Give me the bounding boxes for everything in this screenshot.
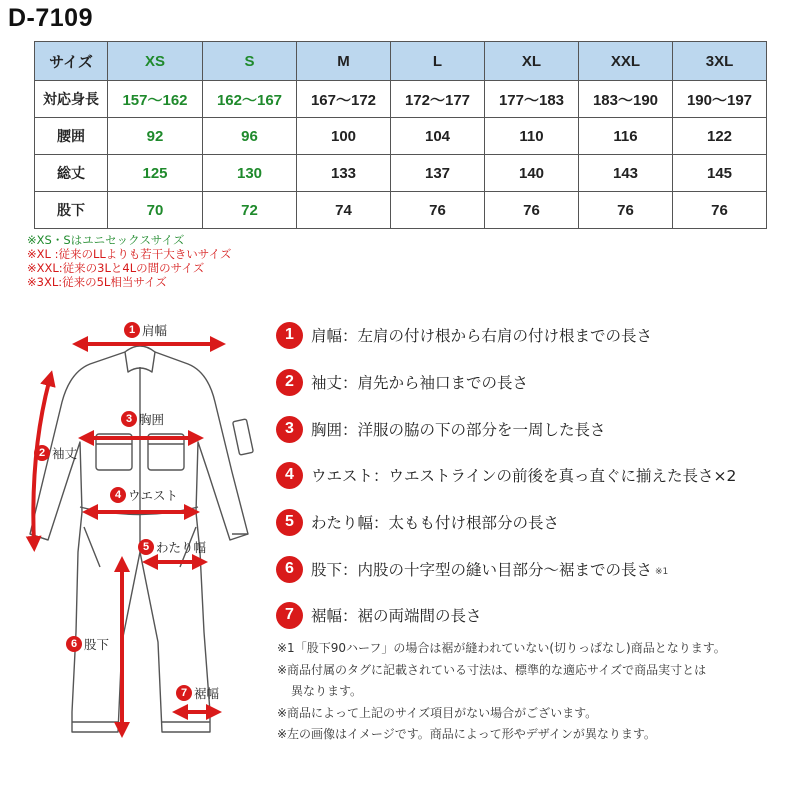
footnote: 異なります。 <box>291 684 363 698</box>
size-note: ※XS・Sはユニセックスサイズ <box>27 233 185 247</box>
table-cell: 133 <box>297 155 391 192</box>
table-cell: 76 <box>579 192 673 229</box>
legend-text: わたり幅：太もも付け根部分の長さ <box>311 514 560 532</box>
legend-number: 1 <box>276 322 303 349</box>
diagram-label-shoulder: 1 肩幅 <box>124 321 167 339</box>
legend-text: 袖丈：肩先から袖口までの長さ <box>311 374 529 392</box>
legend-item <box>276 460 736 490</box>
table-cell: 74 <box>297 192 391 229</box>
table-cell: 92 <box>108 118 203 155</box>
size-table <box>34 41 767 229</box>
table-cell: 177～183 <box>485 81 579 118</box>
header-cell: XS <box>108 42 203 81</box>
table-cell: 130 <box>203 155 297 192</box>
table-cell: 76 <box>673 192 767 229</box>
legend-number: 7 <box>276 602 303 629</box>
header-cell: 3XL <box>673 42 767 81</box>
legend-text: ウエスト：ウエストラインの前後を真っ直ぐに揃えた長さ×2 <box>311 467 737 485</box>
table-cell: 190～197 <box>673 81 767 118</box>
table-cell: 104 <box>391 118 485 155</box>
row-header: 対応身長 <box>35 81 108 118</box>
footnote: ※1「股下90ハーフ」の場合は裾が縫われていない(切りっぱなし)商品となります。 <box>277 641 726 655</box>
legend-number: 3 <box>276 416 303 443</box>
size-note: ※XXL:従来の3Lと4Lの間のサイズ <box>27 261 205 275</box>
table-cell: 100 <box>297 118 391 155</box>
header-cell: L <box>391 42 485 81</box>
legend-item <box>276 414 606 444</box>
table-cell: 72 <box>203 192 297 229</box>
header-cell: XL <box>485 42 579 81</box>
table-cell: 122 <box>673 118 767 155</box>
legend-text: 裾幅：裾の両端間の長さ <box>311 607 482 625</box>
diagram-label-thigh: 5 わたり幅 <box>138 538 206 556</box>
diagram-label-waist: 4 ウエスト <box>110 486 178 504</box>
legend-item <box>276 600 482 630</box>
footnote: ※左の画像はイメージです。商品によって形やデザインが異なります。 <box>277 727 656 741</box>
legend-item <box>276 320 652 350</box>
table-cell: 96 <box>203 118 297 155</box>
table-header-row <box>35 42 767 81</box>
size-notes <box>27 233 231 289</box>
header-cell: M <box>297 42 391 81</box>
header-cell: S <box>203 42 297 81</box>
diagram-label-sleeve: 2 袖丈 <box>34 444 77 462</box>
table-cell: 76 <box>391 192 485 229</box>
legend-item <box>276 554 668 584</box>
size-note: ※3XL:従来の5L相当サイズ <box>27 275 167 289</box>
table-cell: 167～172 <box>297 81 391 118</box>
table-row <box>35 155 767 192</box>
legend-number: 4 <box>276 462 303 489</box>
legend-text: 胸囲：洋服の脇の下の部分を一周した長さ <box>311 421 606 439</box>
table-cell: 125 <box>108 155 203 192</box>
footnote: ※商品によって上記のサイズ項目がない場合がございます。 <box>277 705 598 720</box>
coverall-illustration <box>0 312 270 802</box>
coverall-diagram <box>0 312 270 802</box>
table-cell: 110 <box>485 118 579 155</box>
table-cell: 143 <box>579 155 673 192</box>
table-cell: 145 <box>673 155 767 192</box>
legend-number: 2 <box>276 369 303 396</box>
table-row <box>35 192 767 229</box>
header-cell: XXL <box>579 42 673 81</box>
product-code: D-7109 <box>8 4 93 32</box>
table-cell: 70 <box>108 192 203 229</box>
diagram-label-hem: 7 裾幅 <box>176 684 219 702</box>
table-cell: 76 <box>485 192 579 229</box>
footnote: ※商品付属のタグに記載されている寸法は、標準的な適応サイズで商品実寸とは <box>277 662 707 677</box>
legend-number: 6 <box>276 556 303 583</box>
table-cell: 157～162 <box>108 81 203 118</box>
legend-footnote-mark: ※1 <box>655 567 669 577</box>
legend-item <box>276 367 528 397</box>
size-note: ※XL :従来のLLよりも若干大きいサイズ <box>27 247 232 261</box>
diagram-label-chest: 3 胸囲 <box>121 410 164 428</box>
legend-item <box>276 507 559 537</box>
table-cell: 172～177 <box>391 81 485 118</box>
footnotes <box>277 638 726 746</box>
table-cell: 137 <box>391 155 485 192</box>
table-cell: 162～167 <box>203 81 297 118</box>
legend-text: 肩幅：左肩の付け根から右肩の付け根までの長さ <box>311 327 653 345</box>
row-header: 股下 <box>35 192 108 229</box>
table-cell: 183～190 <box>579 81 673 118</box>
row-header: 腰囲 <box>35 118 108 155</box>
header-cell: サイズ <box>35 42 108 81</box>
row-header: 総丈 <box>35 155 108 192</box>
table-cell: 116 <box>579 118 673 155</box>
table-cell: 140 <box>485 155 579 192</box>
legend-number: 5 <box>276 509 303 536</box>
legend-text: 股下：内股の十字型の縫い目部分～裾までの長さ <box>311 561 653 579</box>
diagram-label-inseam: 6 股下 <box>66 635 109 653</box>
table-row <box>35 81 767 118</box>
table-row <box>35 118 767 155</box>
